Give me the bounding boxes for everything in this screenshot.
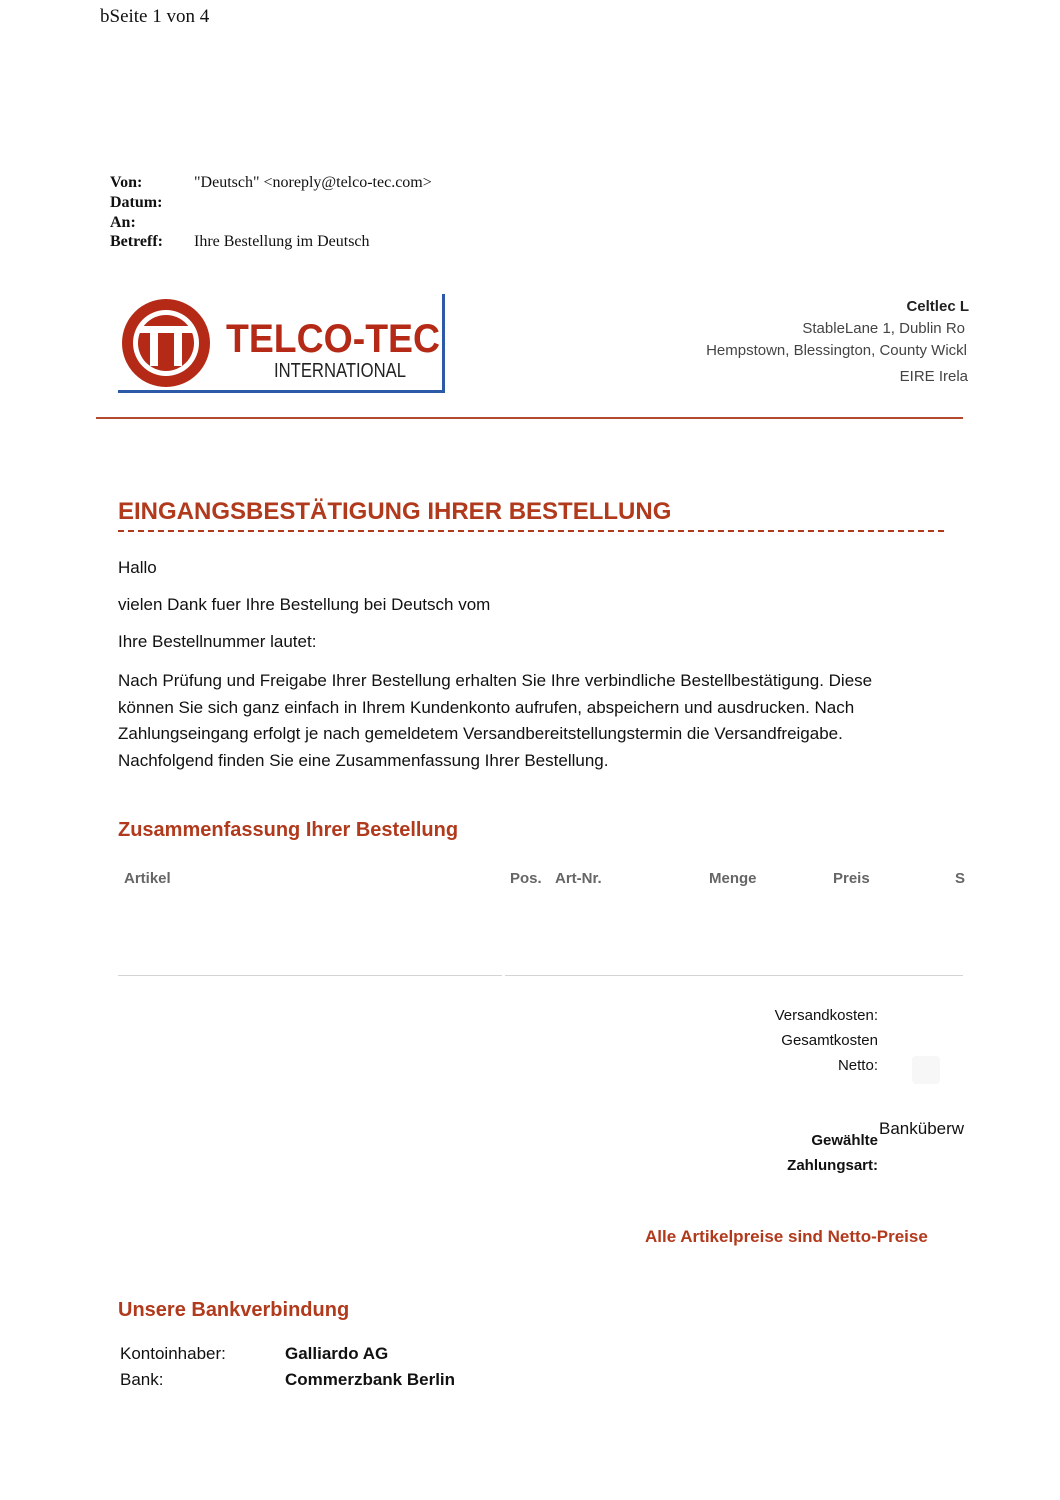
from-label: Von:: [110, 174, 143, 191]
bank-heading: Unsere Bankverbindung: [118, 1299, 350, 1321]
company-address: [600, 296, 969, 392]
from-value: "Deutsch" <noreply@telco-tec.com>: [194, 174, 432, 191]
total-cost-label: Gesamtkosten: [781, 1032, 878, 1049]
thanks-text: vielen Dank fuer Ihre Bestellung bei Deutsch vom: [118, 595, 491, 614]
payment-method-label-line2: Zahlungsart:: [787, 1157, 878, 1174]
title-dashed-rule: [118, 530, 944, 532]
shipping-cost-label: Versandkosten:: [774, 1007, 878, 1024]
company-city: Hempstown, Blessington, County Wickl: [706, 342, 967, 359]
table-rule-right: [505, 975, 963, 976]
payment-method-clip: [879, 1119, 963, 1143]
column-header-position: Pos.: [510, 870, 542, 887]
column-header-article-number: Art-Nr.: [555, 870, 602, 887]
subject-label: Betreff:: [110, 233, 163, 250]
column-header-sum: S: [955, 870, 966, 887]
summary-heading: Zusammenfassung Ihrer Bestellung: [118, 819, 459, 841]
greeting-text: Hallo: [118, 558, 157, 577]
header-divider: [96, 417, 963, 419]
date-label: Datum:: [110, 194, 163, 211]
to-label: An:: [110, 214, 136, 231]
company-street: StableLane 1, Dublin Ro: [802, 320, 965, 337]
column-header-sum-clip: [955, 870, 966, 890]
net-value-placeholder: [912, 1056, 940, 1084]
net-price-note: Alle Artikelpreise sind Netto-Preise: [645, 1227, 928, 1246]
page-number-label: bSeite 1 von 4: [100, 6, 210, 27]
net-label: Netto:: [837, 1057, 878, 1074]
confirmation-body-text: Nach Prüfung und Freigabe Ihrer Bestellung erhalten Sie Ihre verbindliche Bestellbestätigung. Diese können Sie sich ganz einfach in Ihrem Kundenkonto aufrufen, abspeichern und ausdrucken. Nach Zahlungseingang erfolgt je nach gemeldetem Versandbereitstellungstermin die Versandfreigabe. Nachfolgend finden Sie eine Zusammenfassung Ihrer Bestellung.: [118, 671, 873, 770]
payment-method-label-line1: Gewählte: [811, 1132, 878, 1149]
company-country: EIRE Irela: [899, 368, 968, 385]
table-rule-left: [118, 975, 502, 976]
column-header-quantity: Menge: [709, 870, 757, 887]
logo-subline-text: INTERNATIONAL: [274, 360, 406, 382]
payment-method-value: Banküberw: [879, 1119, 965, 1138]
order-number-text: Ihre Bestellnummer lautet:: [118, 632, 317, 651]
account-holder-label: Kontoinhaber:: [120, 1344, 226, 1363]
page-title: EINGANGSBESTÄTIGUNG IHRER BESTELLUNG: [118, 498, 672, 525]
bank-name-value: Commerzbank Berlin: [285, 1370, 456, 1389]
subject-value: Ihre Bestellung im Deutsch: [194, 233, 370, 250]
company-logo: [118, 294, 448, 396]
column-header-price: Preis: [833, 870, 870, 887]
column-header-article: Artikel: [124, 870, 171, 887]
company-name: Celtlec L: [906, 298, 969, 315]
account-holder-value: Galliardo AG: [285, 1344, 389, 1363]
bank-name-label: Bank:: [120, 1370, 164, 1389]
logo-brand-text: TELCO-TEC: [226, 317, 440, 361]
telco-tec-logo-graphic: [118, 294, 448, 396]
